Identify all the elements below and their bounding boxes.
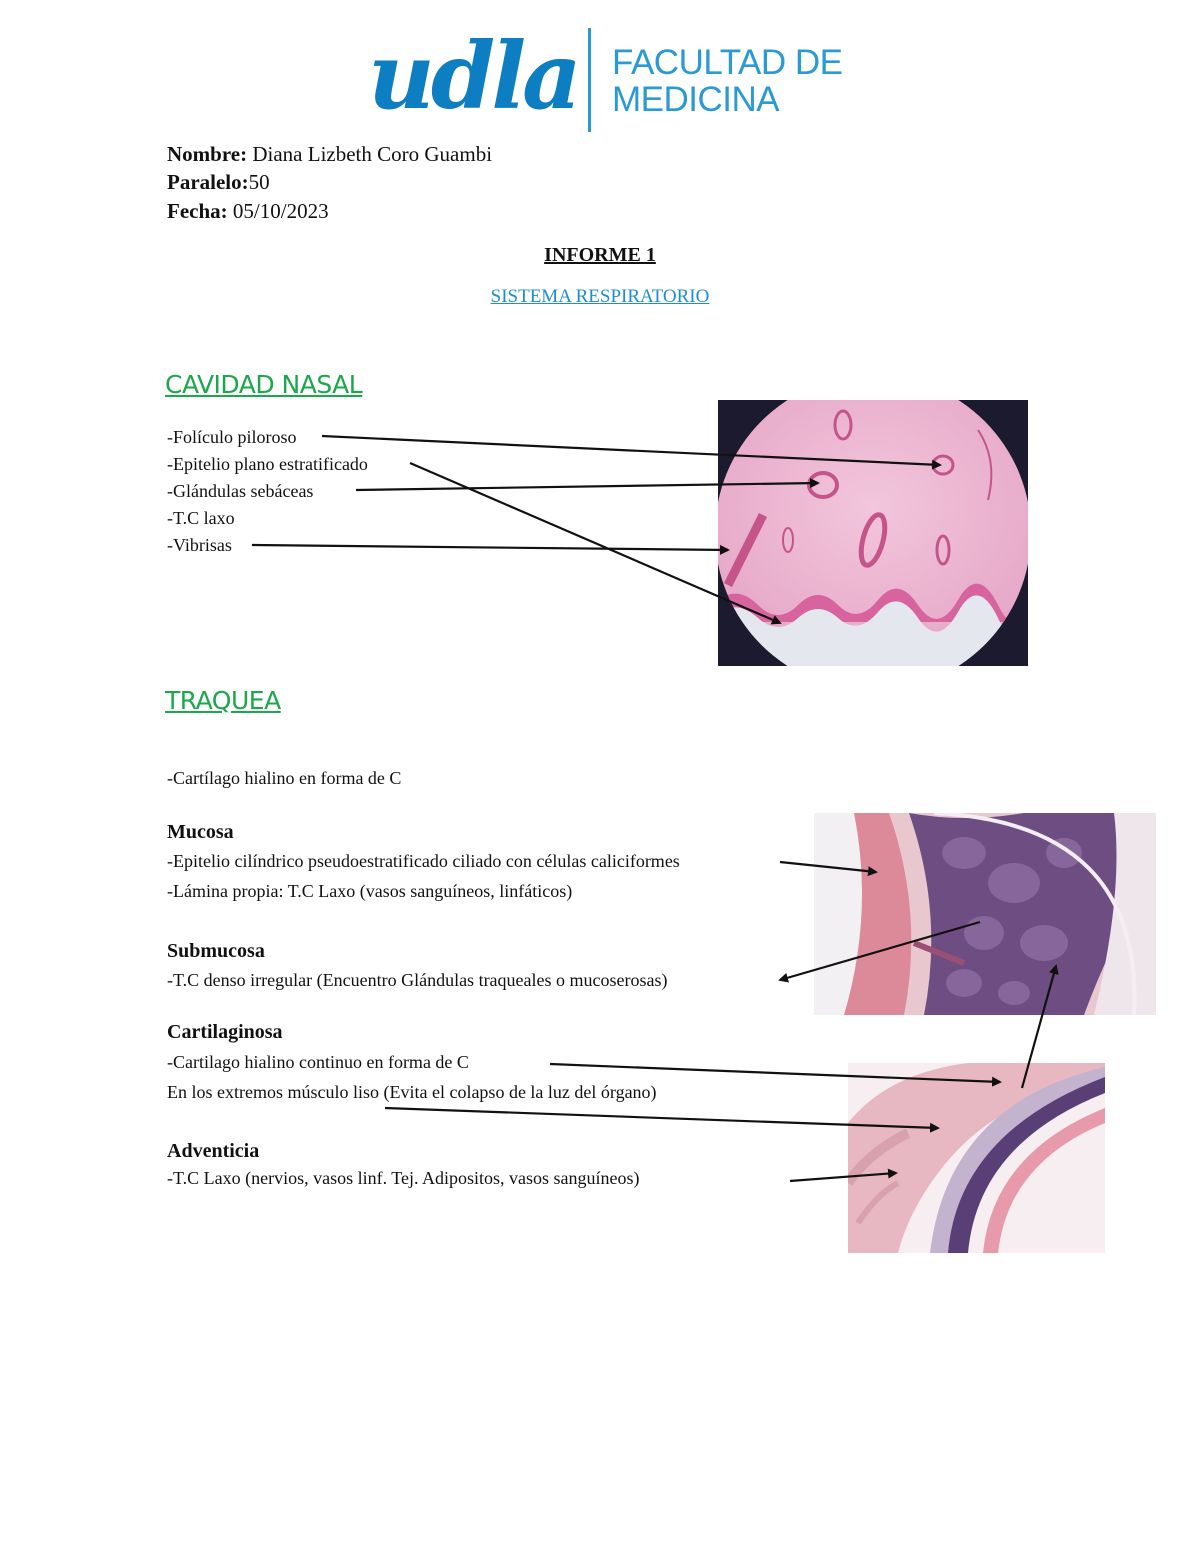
fecha-value: 05/10/2023 bbox=[232, 199, 329, 223]
trachea-glands-micrograph bbox=[814, 813, 1156, 1015]
list-item: -Epitelio plano estratificado bbox=[167, 454, 368, 474]
logo-divider bbox=[588, 28, 591, 132]
mucosa-heading: Mucosa bbox=[167, 821, 234, 843]
student-paralelo bbox=[167, 167, 270, 197]
micrograph-cartilage-icon bbox=[848, 1063, 1105, 1253]
name-label: Nombre: bbox=[167, 142, 248, 166]
list-item: -Vibrisas bbox=[167, 535, 232, 555]
list-item: -Glándulas sebáceas bbox=[167, 481, 314, 501]
faculty-line-2: MEDICINA bbox=[612, 80, 780, 119]
submucosa-line-1: -T.C denso irregular (Encuentro Glándulas traqueales o mucoserosas) bbox=[167, 970, 668, 990]
trachea-cartilage-micrograph bbox=[848, 1063, 1105, 1253]
fecha-label: Fecha: bbox=[167, 199, 228, 223]
name-value: Diana Lizbeth Coro Guambi bbox=[252, 142, 493, 166]
cartilaginosa-line-1: -Cartilago hialino continuo en forma de C bbox=[167, 1052, 469, 1072]
adventicia-line-1: -T.C Laxo (nervios, vasos linf. Tej. Adipositos, vasos sanguíneos) bbox=[167, 1168, 640, 1188]
student-name bbox=[167, 139, 492, 169]
report-title: INFORME 1 bbox=[544, 244, 656, 266]
micrograph-glands-icon bbox=[814, 813, 1156, 1015]
nasal-micrograph bbox=[718, 400, 1028, 666]
list-item: -T.C laxo bbox=[167, 508, 235, 528]
submucosa-heading: Submucosa bbox=[167, 940, 265, 962]
paralelo-label: Paralelo: bbox=[167, 170, 249, 194]
section-cavidad-nasal: CAVIDAD NASAL bbox=[165, 370, 363, 399]
faculty-line-1: FACULTAD DE bbox=[612, 43, 843, 82]
cartilaginosa-heading: Cartilaginosa bbox=[167, 1021, 283, 1043]
adventicia-heading: Adventicia bbox=[167, 1140, 260, 1162]
report-date bbox=[167, 196, 329, 226]
traquea-intro: -Cartílago hialino en forma de C bbox=[167, 768, 402, 788]
cavidad-nasal-list bbox=[167, 424, 368, 559]
cartilaginosa-line-2: En los extremos músculo liso (Evita el colapso de la luz del órgano) bbox=[167, 1082, 657, 1102]
section-traquea: TRAQUEA bbox=[165, 686, 281, 715]
mucosa-line-1: -Epitelio cilíndrico pseudoestratificado ciliado con células caliciformes bbox=[167, 851, 680, 871]
list-item: -Folículo piloroso bbox=[167, 427, 297, 447]
paralelo-value: 50 bbox=[248, 170, 270, 194]
faculty-name bbox=[612, 44, 842, 118]
mucosa-line-2: -Lámina propia: T.C Laxo (vasos sanguíneos, linfáticos) bbox=[167, 881, 573, 901]
report-subtitle: SISTEMA RESPIRATORIO bbox=[490, 286, 710, 307]
udla-logo: udla bbox=[368, 22, 578, 130]
micrograph-skin-icon bbox=[718, 400, 1028, 666]
